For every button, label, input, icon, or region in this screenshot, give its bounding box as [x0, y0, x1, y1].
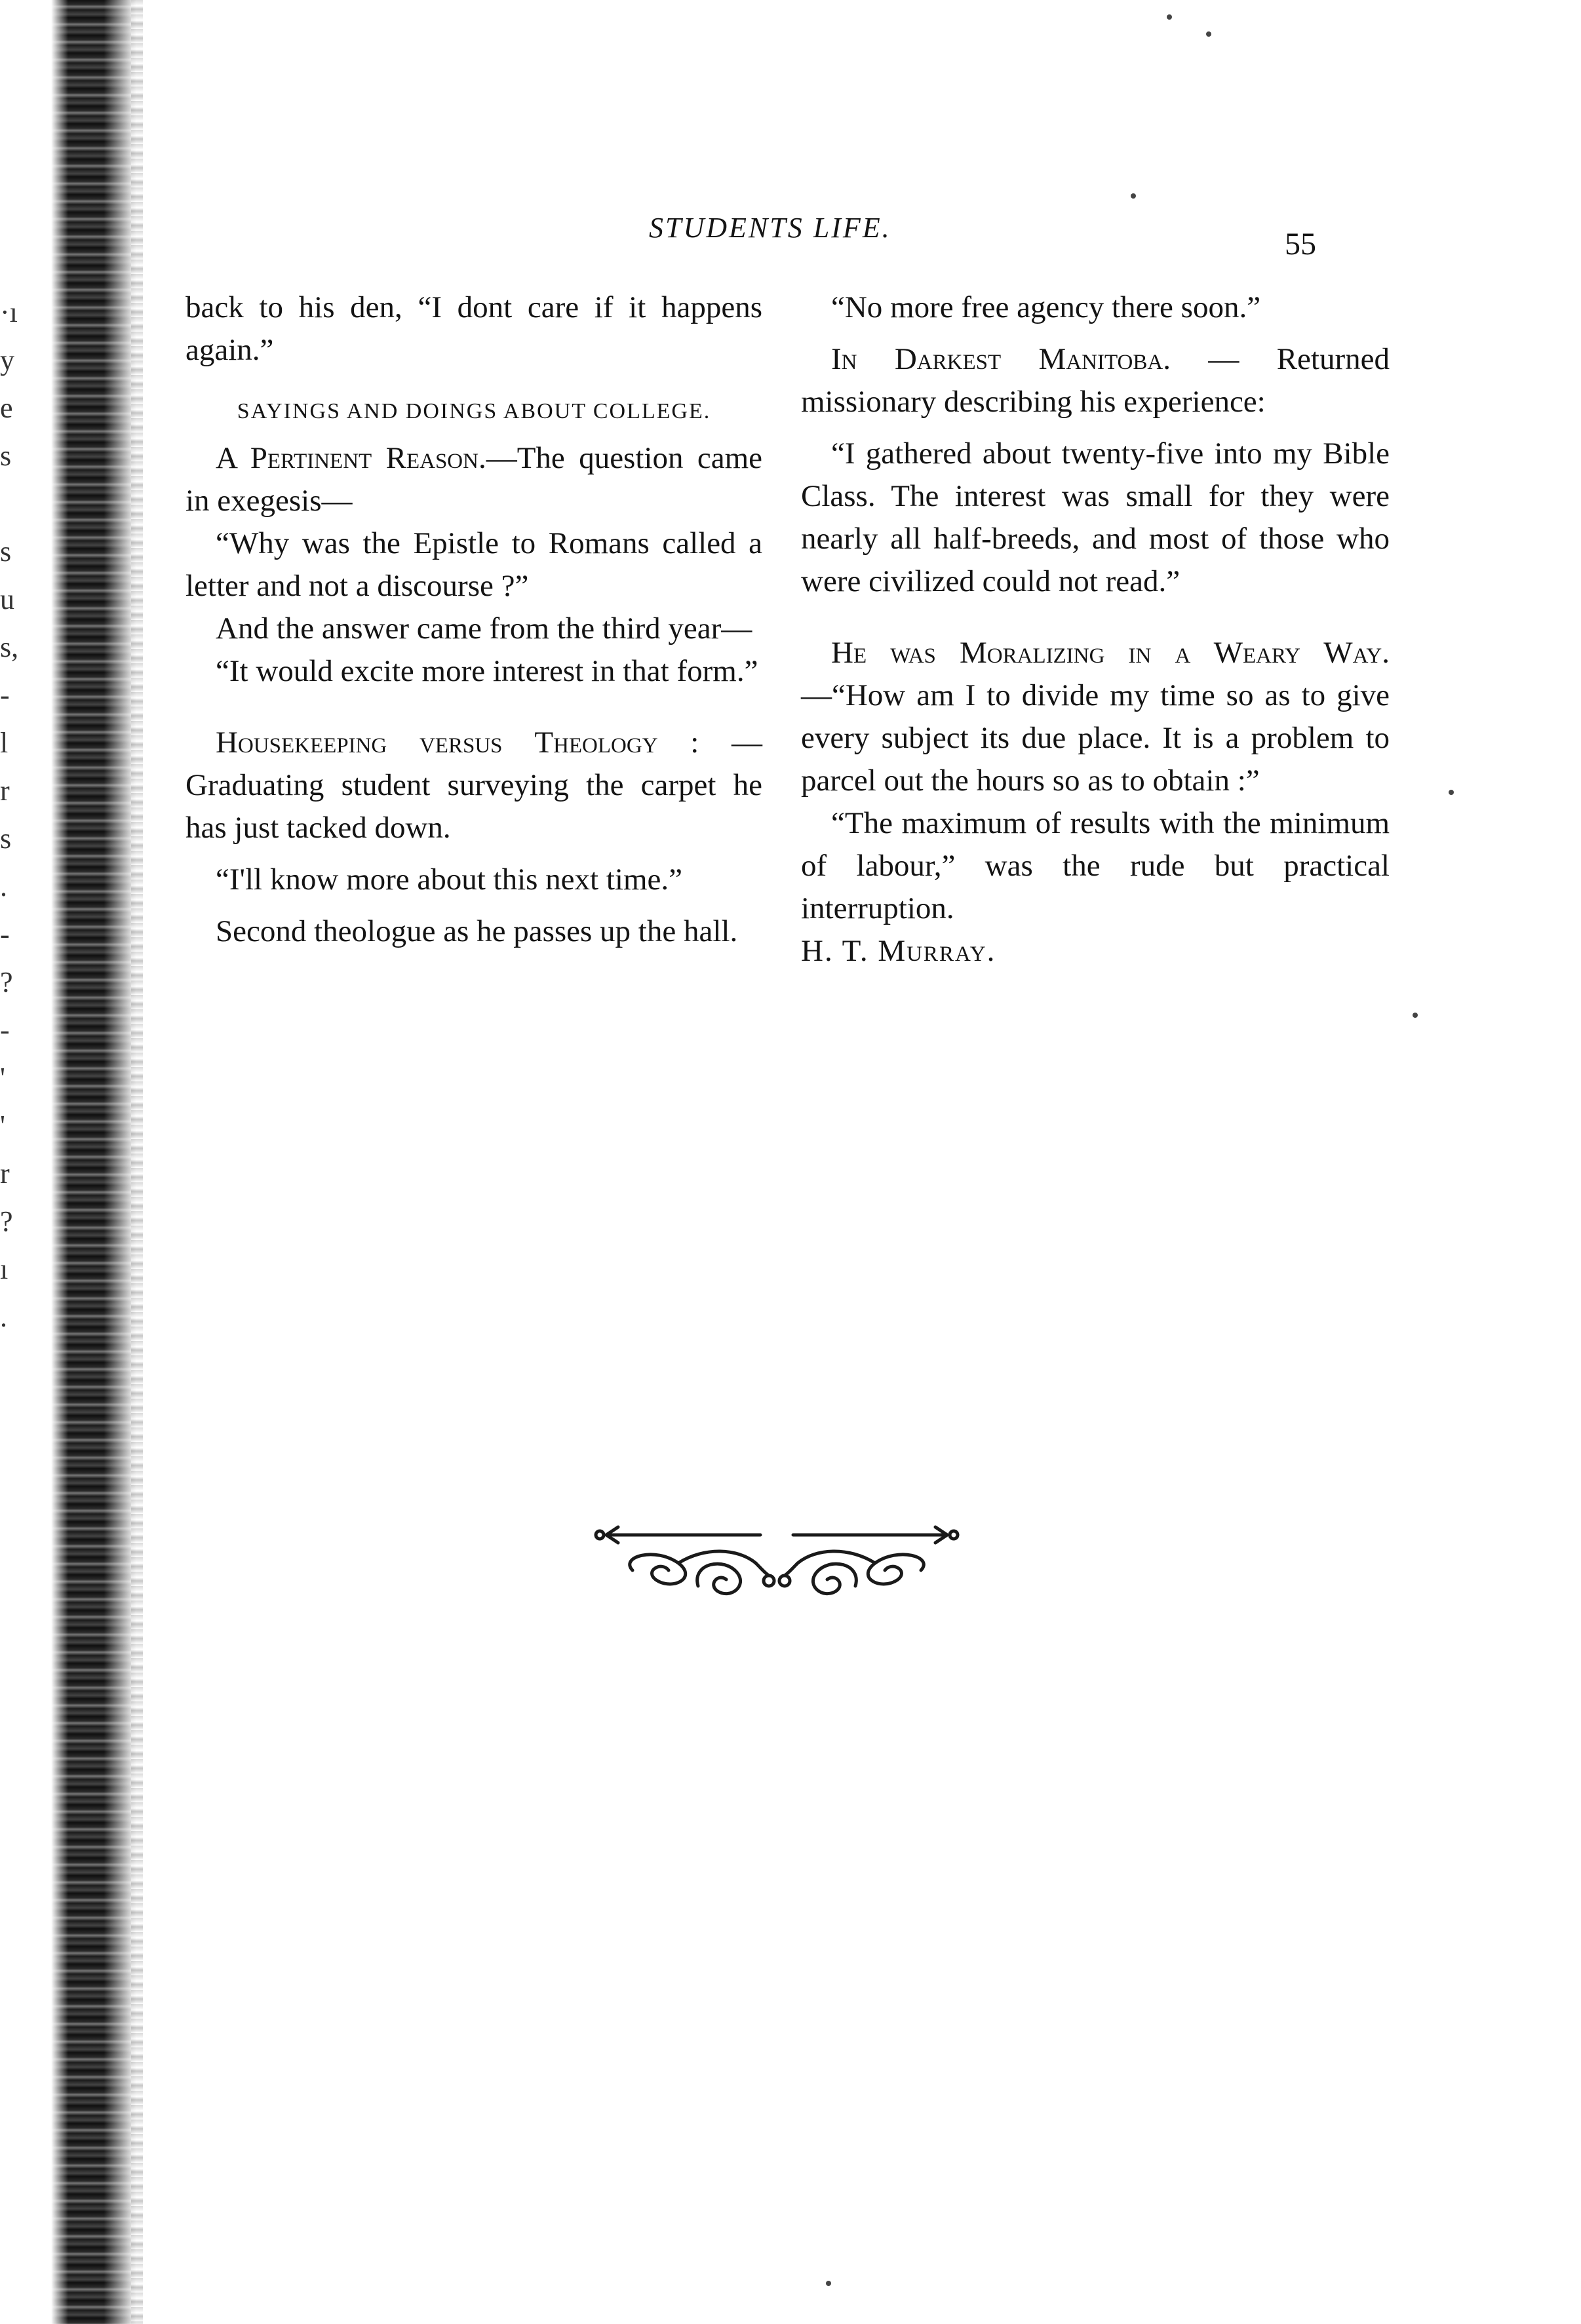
- paragraph: “It would excite more interest in that form.”: [216, 654, 758, 688]
- margin-char: ': [0, 1110, 5, 1142]
- right-column: [801, 286, 1390, 973]
- paragraph: And the answer came from the third year—: [216, 611, 752, 646]
- page-number: 55: [1285, 227, 1316, 261]
- margin-char: s,: [0, 631, 19, 663]
- margin-char: r: [0, 1157, 10, 1190]
- margin-char: ·ı: [0, 296, 18, 328]
- scroll-flourish-icon: [593, 1507, 960, 1612]
- scan-speck: [1206, 31, 1211, 37]
- margin-char: y: [0, 344, 14, 376]
- item-title: He was Moralizing in a Weary Way.: [831, 636, 1390, 670]
- margin-char: u: [0, 583, 14, 615]
- scan-speck: [1131, 193, 1136, 199]
- margin-char: ı: [0, 1253, 9, 1285]
- scan-speck: [1449, 790, 1454, 795]
- signature: H. T. Murray.: [801, 934, 996, 968]
- margin-fragments: [0, 288, 26, 1341]
- running-head: STUDENTS LIFE.: [649, 212, 891, 244]
- margin-char: -: [0, 918, 10, 950]
- item-text: —“How am I to divide my time so as to give every subject its due place. It is a problem to parcel out the hours so as to obtain :”: [801, 678, 1390, 798]
- paragraph: “Why was the Epistle to Romans called a letter and not a discourse ?”: [185, 526, 762, 603]
- margin-char: e: [0, 392, 13, 424]
- gutter-edge: [131, 0, 143, 2324]
- margin-char: l: [0, 727, 9, 759]
- item-text: —The question came in exegesis—: [185, 441, 763, 518]
- scan-speck: [1167, 14, 1172, 20]
- item-text: —Graduating student surveying the carpet he has just tacked down.: [185, 726, 762, 845]
- item-housekeeping: [185, 722, 762, 849]
- margin-char: s: [0, 823, 12, 855]
- section-heading: SAYINGS AND DOINGS ABOUT COLLEGE.: [237, 399, 711, 423]
- item-title: Housekeeping versus Theology :: [216, 726, 699, 760]
- margin-char: s: [0, 535, 12, 568]
- paragraph: “I'll know more about this next time.”: [216, 862, 682, 897]
- item-title: A Pertinent Reason.: [216, 441, 486, 475]
- paragraph: “The maximum of results with the minimum of labour,” was the rude but practical interruption.: [801, 806, 1390, 925]
- item-moralizing: [801, 632, 1390, 802]
- item-title: In Darkest Manitoba.: [831, 342, 1171, 376]
- item-text: — Returned missionary describing his experience:: [801, 342, 1390, 419]
- continued-paragraph: back to his den, “I dont care if it happens again.”: [185, 290, 762, 367]
- margin-char: -: [0, 1014, 10, 1046]
- binding-gutter: [51, 0, 136, 2324]
- margin-char: .: [0, 1301, 7, 1333]
- paragraph: “I gathered about twenty-five into my Bible Class. The interest was small for they were nearly all half-breeds, and most of those who were civilized could not read.”: [801, 436, 1390, 598]
- scan-speck: [826, 2281, 831, 2286]
- margin-char: -: [0, 679, 10, 711]
- margin-char: ?: [0, 966, 13, 998]
- margin-char: .: [0, 870, 7, 902]
- paragraph: “No more free agency there soon.”: [831, 290, 1261, 324]
- left-column: [185, 286, 762, 953]
- margin-char: ': [0, 1062, 5, 1094]
- item-pertinent-reason: [185, 437, 762, 522]
- scan-speck: [1413, 1013, 1418, 1018]
- paragraph: Second theologue as he passes up the hall.: [216, 914, 738, 948]
- margin-char: s: [0, 440, 12, 472]
- margin-char: ?: [0, 1205, 13, 1237]
- margin-char: r: [0, 775, 10, 807]
- margin-char: [0, 480, 26, 528]
- item-darkest-manitoba: [801, 338, 1390, 423]
